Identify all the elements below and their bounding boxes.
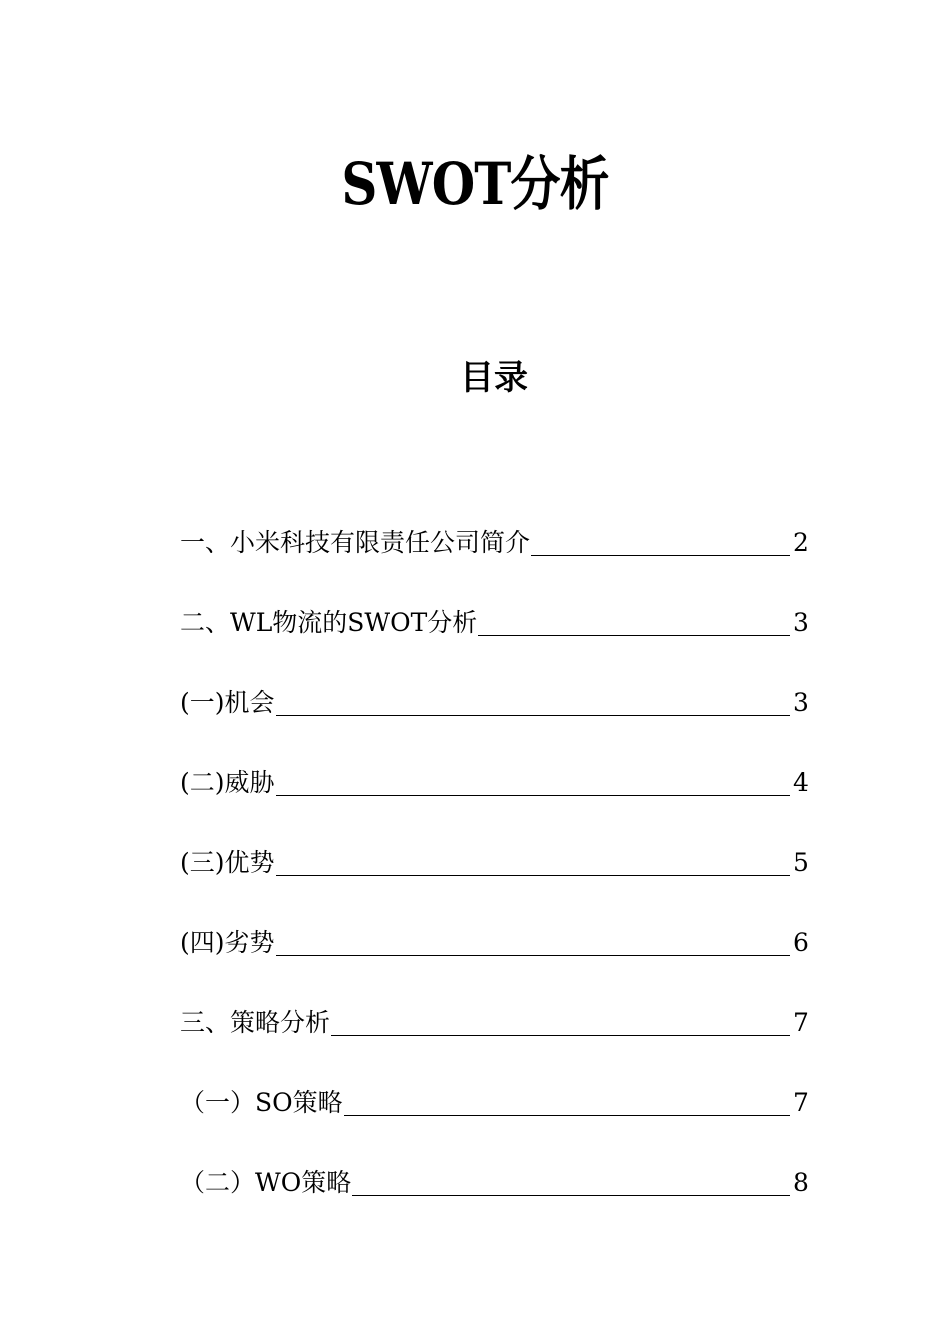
- toc-entry-page: 7: [793, 1088, 809, 1117]
- toc-entry-label: (四)劣势: [180, 928, 275, 957]
- toc-entry-page: 3: [793, 608, 809, 637]
- toc-entry-label: 一、小米科技有限责任公司简介: [180, 528, 531, 557]
- toc-entry[interactable]: [180, 999, 807, 1043]
- toc-entry-label: (二)威胁: [180, 768, 275, 797]
- toc-leader-line: [276, 954, 790, 956]
- toc-leader-line: [276, 794, 790, 796]
- document-title: SWOT分析: [341, 150, 609, 218]
- toc-leader-line: [344, 1114, 790, 1116]
- toc-entry-page: 5: [793, 848, 809, 877]
- toc-leader-line: [331, 1034, 790, 1036]
- toc-leader-line: [276, 714, 790, 716]
- toc-entry[interactable]: [180, 1159, 807, 1203]
- toc-leader-line: [352, 1194, 790, 1196]
- toc-entry-label: （一）SO策略: [180, 1088, 343, 1117]
- toc-entry[interactable]: [180, 679, 807, 723]
- toc-entry-page: 3: [793, 688, 809, 717]
- toc-entry[interactable]: [180, 919, 807, 963]
- toc-leader-line: [276, 874, 790, 876]
- toc-entry[interactable]: [180, 839, 807, 883]
- toc-entry-label: 三、策略分析: [180, 1008, 331, 1037]
- toc-heading: 目录: [460, 358, 528, 398]
- toc-entry-label: (一)机会: [180, 688, 275, 717]
- toc-entry-page: 6: [793, 928, 809, 957]
- toc-entry[interactable]: [180, 759, 807, 803]
- toc-leader-line: [478, 634, 790, 636]
- toc-entry[interactable]: [180, 519, 807, 563]
- toc-entry-page: 7: [793, 1008, 809, 1037]
- toc-entry[interactable]: [180, 1079, 807, 1123]
- toc-entry[interactable]: [180, 599, 807, 643]
- toc-entry-label: (三)优势: [180, 848, 275, 877]
- toc-entry-page: 4: [793, 768, 809, 797]
- toc-entry-label: （二）WO策略: [180, 1168, 352, 1197]
- toc-entry-page: 8: [793, 1168, 809, 1197]
- toc-entry-page: 2: [793, 528, 809, 557]
- toc-entry-label: 二、WL物流的SWOT分析: [180, 608, 478, 637]
- toc-leader-line: [531, 554, 790, 556]
